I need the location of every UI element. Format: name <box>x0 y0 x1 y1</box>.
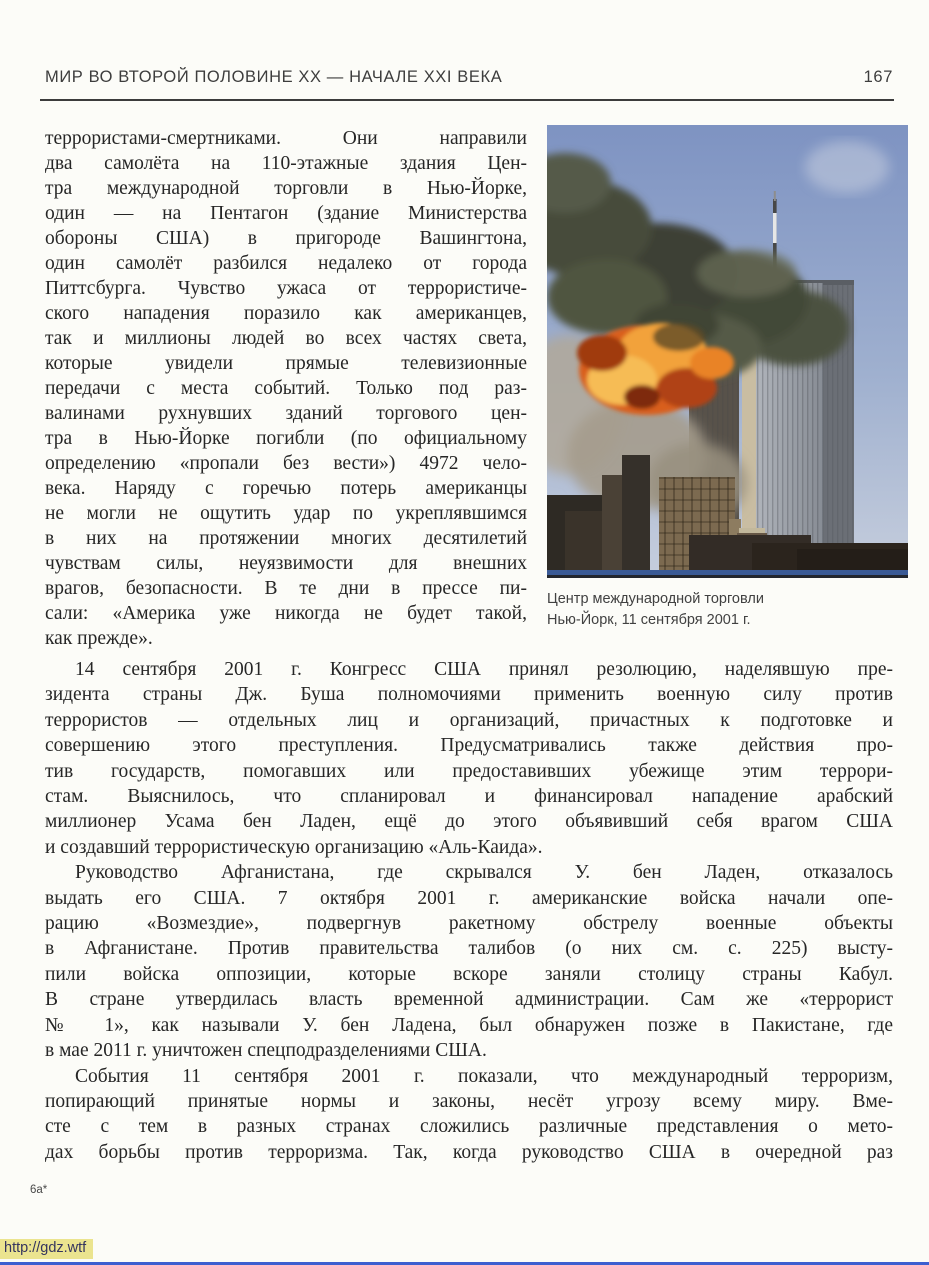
text-line: определению «пропали без вести») 4972 чело- <box>45 453 527 474</box>
wtc-attack-photo <box>547 125 908 578</box>
running-title: МИР ВО ВТОРОЙ ПОЛОВИНЕ XX — НАЧАЛЕ XXI ВЕКА <box>45 68 503 86</box>
signature-mark: 6а* <box>30 1184 48 1196</box>
text-line: передачи с места событий. Только под раз- <box>45 378 527 399</box>
text-line: в них на протяжении многих десятилетий <box>45 528 527 549</box>
text-line: чувствам силы, неуязвимости для внешних <box>45 553 527 574</box>
text-line: тив государств, помогавших или предоставивших убежище этим террори- <box>45 760 893 782</box>
text-line: в Афганистане. Против правительства талибов (о них см. с. 225) высту- <box>45 938 893 960</box>
text-line: один самолёт разбился недалеко от города <box>45 253 527 274</box>
watermark-link[interactable]: http://gdz.wtf <box>0 1239 93 1259</box>
text-line: зидента страны Дж. Буша полномочиями применить военную силу против <box>45 684 893 706</box>
text-line: тра международной торговли в Нью-Йорке, <box>45 178 527 199</box>
header-rule <box>40 99 894 101</box>
text-line: дах борьбы против терроризма. Так, когда руководство США в очередной раз <box>45 1141 893 1163</box>
text-line: так и миллионы людей во всех частях света, <box>45 328 527 349</box>
main-text-block <box>45 657 893 1165</box>
text-line: и создавший террористическую организацию «Аль-Каида». <box>45 836 543 858</box>
text-line: сте с тем в разных странах сложились различные представления о мето- <box>45 1116 893 1138</box>
text-line: стам. Выяснилось, что спланировал и финансировал нападение арабский <box>45 786 893 808</box>
text-line: тра в Нью-Йорке погибли (по официальному <box>45 428 527 449</box>
page-header <box>45 68 893 87</box>
photo-caption <box>547 589 908 631</box>
text-line: № 1», как называли У. бен Ладена, был обнаружен позже в Пакистане, где <box>45 1014 893 1036</box>
text-line: рацию «Возмездие», подвергнув ракетному обстрелу военные объекты <box>45 913 893 935</box>
text-line: пили войска оппозиции, которые вскоре заняли столицу страны Кабул. <box>45 963 893 985</box>
text-line: Руководство Афганистана, где скрывался У. бен Ладен, отказалось <box>75 862 893 884</box>
page-number: 167 <box>863 68 893 86</box>
text-line: террористами-смертниками. Они направили <box>45 128 527 149</box>
text-line: обороны США) в пригороде Вашингтона, <box>45 228 527 249</box>
text-line: валинами рухнувших зданий торгового цен- <box>45 403 527 424</box>
text-line: два самолёта на 110-этажные здания Цен- <box>45 153 527 174</box>
photo-caption-line: Центр международной торговли <box>547 591 764 607</box>
text-line: В стране утвердилась власть временной администрации. Сам же «террорист <box>45 989 893 1011</box>
text-line: которые увидели прямые телевизионные <box>45 353 527 374</box>
text-line: 14 сентября 2001 г. Конгресс США принял резолюцию, наделявшую пре- <box>75 659 893 680</box>
text-line: выдать его США. 7 октября 2001 г. американские войска начали опе- <box>45 887 893 909</box>
text-line: террористов — отдельных лиц и организаций, причастных к подготовке и <box>45 709 893 731</box>
text-line: миллионер Усама бен Ладен, ещё до этого объявивший себя врагом США <box>45 811 893 833</box>
text-line: ского нападения поразило как американцев, <box>45 303 527 324</box>
text-line: События 11 сентября 2001 г. показали, что международный терроризм, <box>75 1065 893 1087</box>
text-line: попирающий принятые нормы и законы, несёт угрозу всему миру. Вме- <box>45 1090 893 1112</box>
text-line: века. Наряду с горечью потерь американцы <box>45 478 527 499</box>
text-line: совершению этого преступления. Предусматривались также действия про- <box>45 735 893 757</box>
photo-figure <box>547 125 908 631</box>
text-line: Питтсбурга. Чувство ужаса от террористиче- <box>45 278 527 299</box>
text-line: как прежде». <box>45 628 153 649</box>
left-text-column <box>45 126 527 651</box>
text-line: не могли не ощутить удар по укреплявшимся <box>45 503 527 524</box>
text-line: один — на Пентагон (здание Министерства <box>45 203 527 224</box>
text-line: сали: «Америка уже никогда не будет такой, <box>45 603 527 624</box>
photo-caption-line: Нью-Йорк, 11 сентября 2001 г. <box>547 612 751 628</box>
text-line: врагов, безопасности. В те дни в прессе пи- <box>45 578 527 599</box>
text-line: в мае 2011 г. уничтожен спецподразделениями США. <box>45 1040 487 1062</box>
